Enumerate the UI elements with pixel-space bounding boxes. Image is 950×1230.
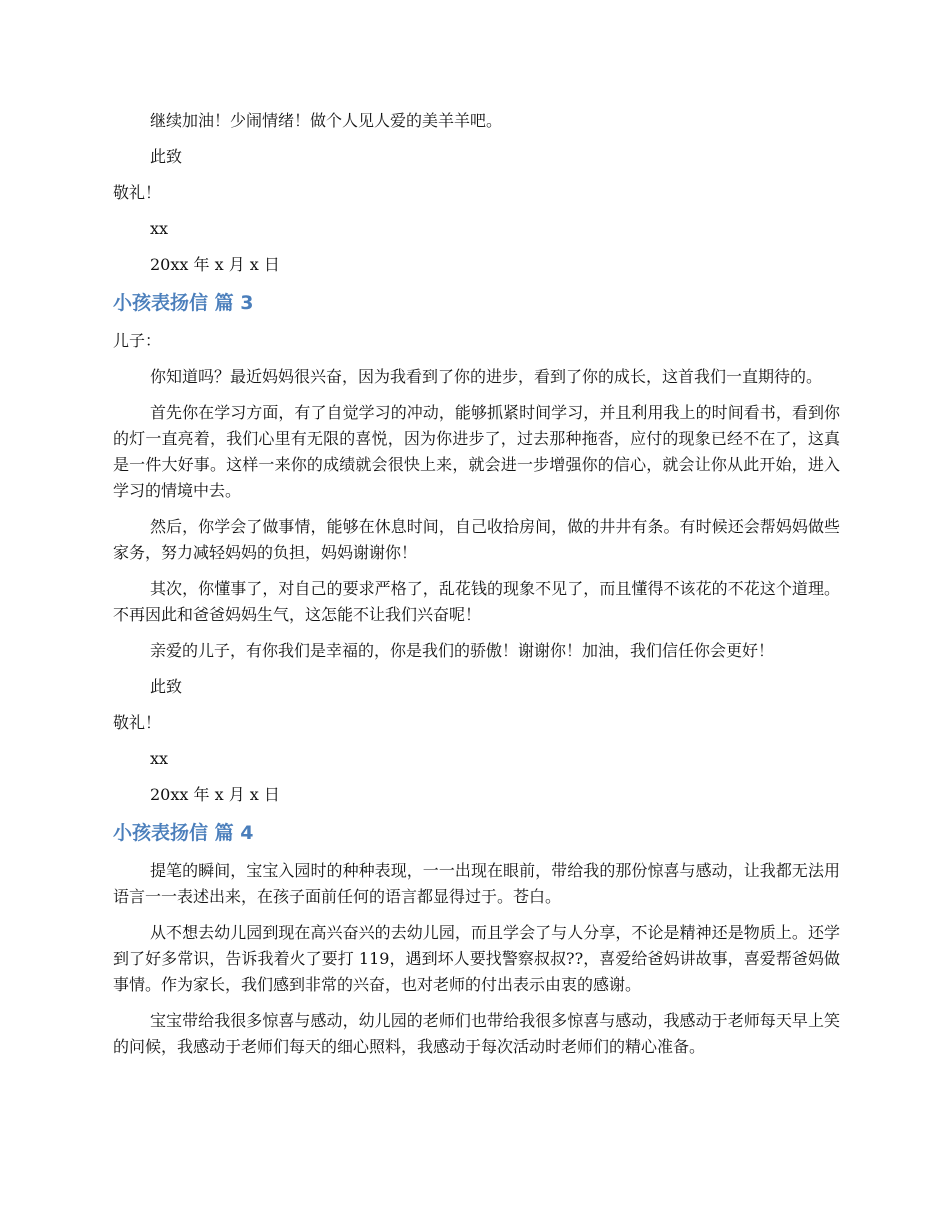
- paragraph: 提笔的瞬间，宝宝入园时的种种表现，一一出现在眼前，带给我的那份惊喜与感动，让我都无法用语言一一表述出来，在孩子面前任何的语言都显得过于。苍白。: [113, 861, 840, 906]
- section-heading-3: 小孩表扬信 篇 3: [113, 292, 254, 314]
- date-line: 20xx 年 x 月 x 日: [150, 785, 280, 804]
- section-heading-4: 小孩表扬信 篇 4: [113, 822, 254, 844]
- date-line: 20xx 年 x 月 x 日: [150, 255, 280, 274]
- salute-line-2: 敬礼！: [113, 183, 162, 202]
- signature: xx: [150, 219, 169, 238]
- paragraph: 首先你在学习方面，有了自觉学习的冲动，能够抓紧时间学习，并且利用我上的时间看书，看到你的灯一直亮着，我们心里有无限的喜悦，因为你进步了，过去那种拖沓，应付的现象已经不在了，这真是一件大好事。这样一来你的成绩就会很快上来，就会进一步增强你的信心，就会让你从此开始，进入学习的情境中去。: [113, 403, 840, 500]
- paragraph: 从不想去幼儿园到现在高兴奋兴的去幼儿园，而且学会了与人分享，不论是精神还是物质上。还学到了好多常识，告诉我着火了要打 119，遇到坏人要找警察叔叔??，喜爱给爸妈讲故事，喜爱帮爸妈做事情。作为家长，我们感到非常的兴奋，也对老师的付出表示由衷的感谢。: [113, 923, 840, 994]
- greeting: 儿子：: [113, 331, 162, 350]
- paragraph: 亲爱的儿子，有你我们是幸福的，你是我们的骄傲！谢谢你！加油，我们信任你会更好！: [150, 641, 775, 660]
- salute-line: 此致: [150, 677, 183, 696]
- document-page: [113, 108, 840, 1060]
- signature: xx: [150, 749, 169, 768]
- salute-line-2: 敬礼！: [113, 713, 162, 732]
- paragraph: 其次，你懂事了，对自己的要求严格了，乱花钱的现象不见了，而且懂得不该花的不花这个道理。不再因此和爸爸妈妈生气，这怎能不让我们兴奋呢！: [113, 579, 840, 624]
- salute-line: 此致: [150, 147, 183, 166]
- paragraph: 你知道吗？最近妈妈很兴奋，因为我看到了你的进步，看到了你的成长，这首我们一直期待的。: [150, 367, 823, 386]
- paragraph: 宝宝带给我很多惊喜与感动，幼儿园的老师们也带给我很多惊喜与感动，我感动于老师每天早上笑的问候，我感动于老师们每天的细心照料，我感动于每次活动时老师们的精心准备。: [113, 1011, 840, 1056]
- closing-paragraph: 继续加油！少闹情绪！做个人见人爱的美羊羊吧。: [150, 111, 503, 130]
- paragraph: 然后，你学会了做事情，能够在休息时间，自己收拾房间，做的井井有条。有时候还会帮妈妈做些家务，努力减轻妈妈的负担，妈妈谢谢你！: [113, 517, 840, 562]
